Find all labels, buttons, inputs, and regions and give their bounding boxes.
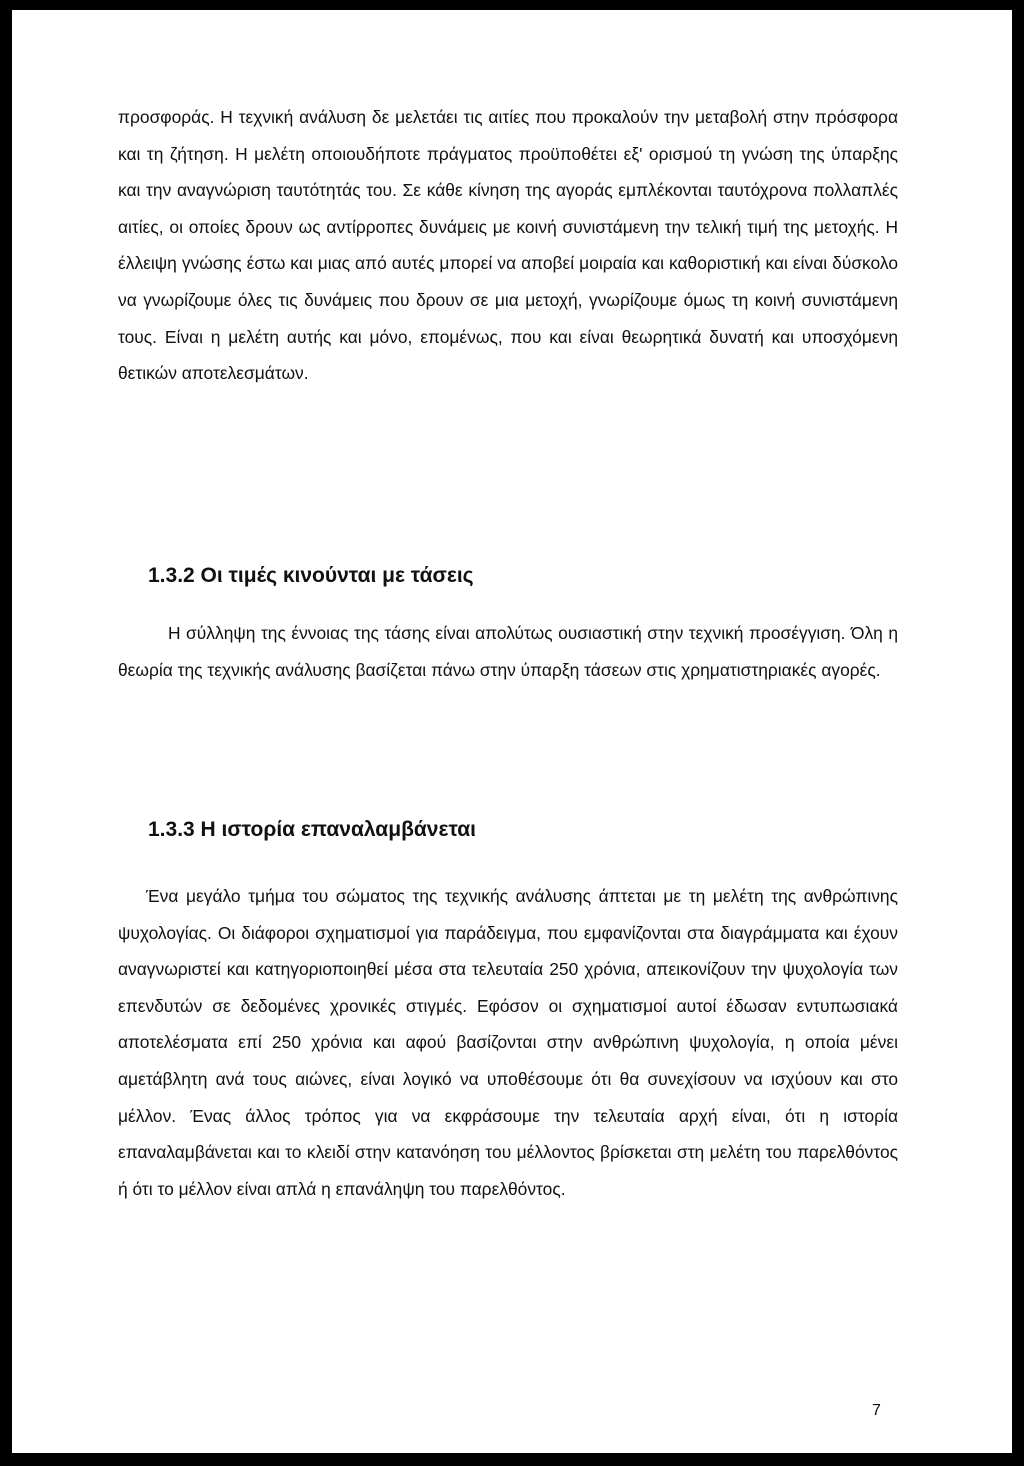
paragraph-text: προσφοράς. Η τεχνική ανάλυση δε μελετάει τις αιτίες που προκαλούν την μεταβολή στην πρόσφορα και τη ζήτηση. Η μελέτη οποιουδήποτε πράγματος προϋποθέτει εξ' ορισμού τη γνώση της ύπαρξης και την αναγνώριση ταυτότητάς του. Σε κάθε κίνηση της αγοράς εμπλέκονται ταυτόχρονα πολλαπλές αιτίες, οι οποίες δρουν ως αντίρροπες δυνάμεις με κοινή συνιστάμενη την τελική τιμή της μετοχής. Η έλλειψη γνώσης έστω και μιας από αυτές μπορεί να αποβεί μοιραία και καθοριστική και είναι δύσκολο να γνωρίζουμε όλες τις δυνάμεις που δρουν σε μια μετοχή, γνωρίζουμε όμως τη κοινή συνιστάμενη τους. Είναι η μελέτη αυτής και μόνο, επομένως, που και είναι θεωρητικά δυνατή και υποσχόμενη θετικών αποτελεσμάτων. [118,107,898,384]
paragraph-text: Η σύλληψη της έννοιας της τάσης είναι απολύτως ουσιαστική στην τεχνική προσέγγιση. Όλη η θεωρία της τεχνικής ανάλυσης βασίζεται πάνω στην ύπαρξη τάσεων στις χρηματιστηριακές αγορές. [118,623,898,680]
document-page [12,10,1012,1453]
page-number: 7 [872,1402,881,1419]
body-paragraph [118,878,898,1207]
section-heading: 1.3.2 Οι τιμές κινούνται με τάσεις [148,564,474,587]
section-heading: 1.3.3 Η ιστορία επαναλαμβάνεται [148,818,476,841]
paragraph-text: Ένα μεγάλο τμήμα του σώματος της τεχνικής ανάλυσης άπτεται με τη μελέτη της ανθρώπινης ψυχολογίας. Οι διάφοροι σχηματισμοί για παράδειγμα, που εμφανίζονται στα διαγράμματα και έχουν αναγνωριστεί και κατηγοριοποιηθεί μέσα στα τελευταία 250 χρόνια, απεικονίζουν την ψυχολογία των επενδυτών σε δεδομένες χρονικές στιγμές. Εφόσον οι σχηματισμοί αυτοί έδωσαν εντυπωσιακά αποτελέσματα επί 250 χρόνια και αφού βασίζονται στην ανθρώπινη ψυχολογία, η οποία μένει αμετάβλητη ανά τους αιώνες, είναι λογικό να υποθέσουμε ότι θα συνεχίσουν να ισχύουν και στο μέλλον. Ένας άλλος τρόπος για να εκφράσουμε την τελευταία αρχή είναι, ότι η ιστορία επαναλαμβάνεται και το κλειδί στην κατανόηση του μέλλοντος βρίσκεται στη μελέτη του παρελθόντος ή ότι το μέλλον είναι απλά η επανάληψη του παρελθόντος. [118,886,898,1199]
body-paragraph [118,99,898,392]
body-paragraph [118,615,898,688]
